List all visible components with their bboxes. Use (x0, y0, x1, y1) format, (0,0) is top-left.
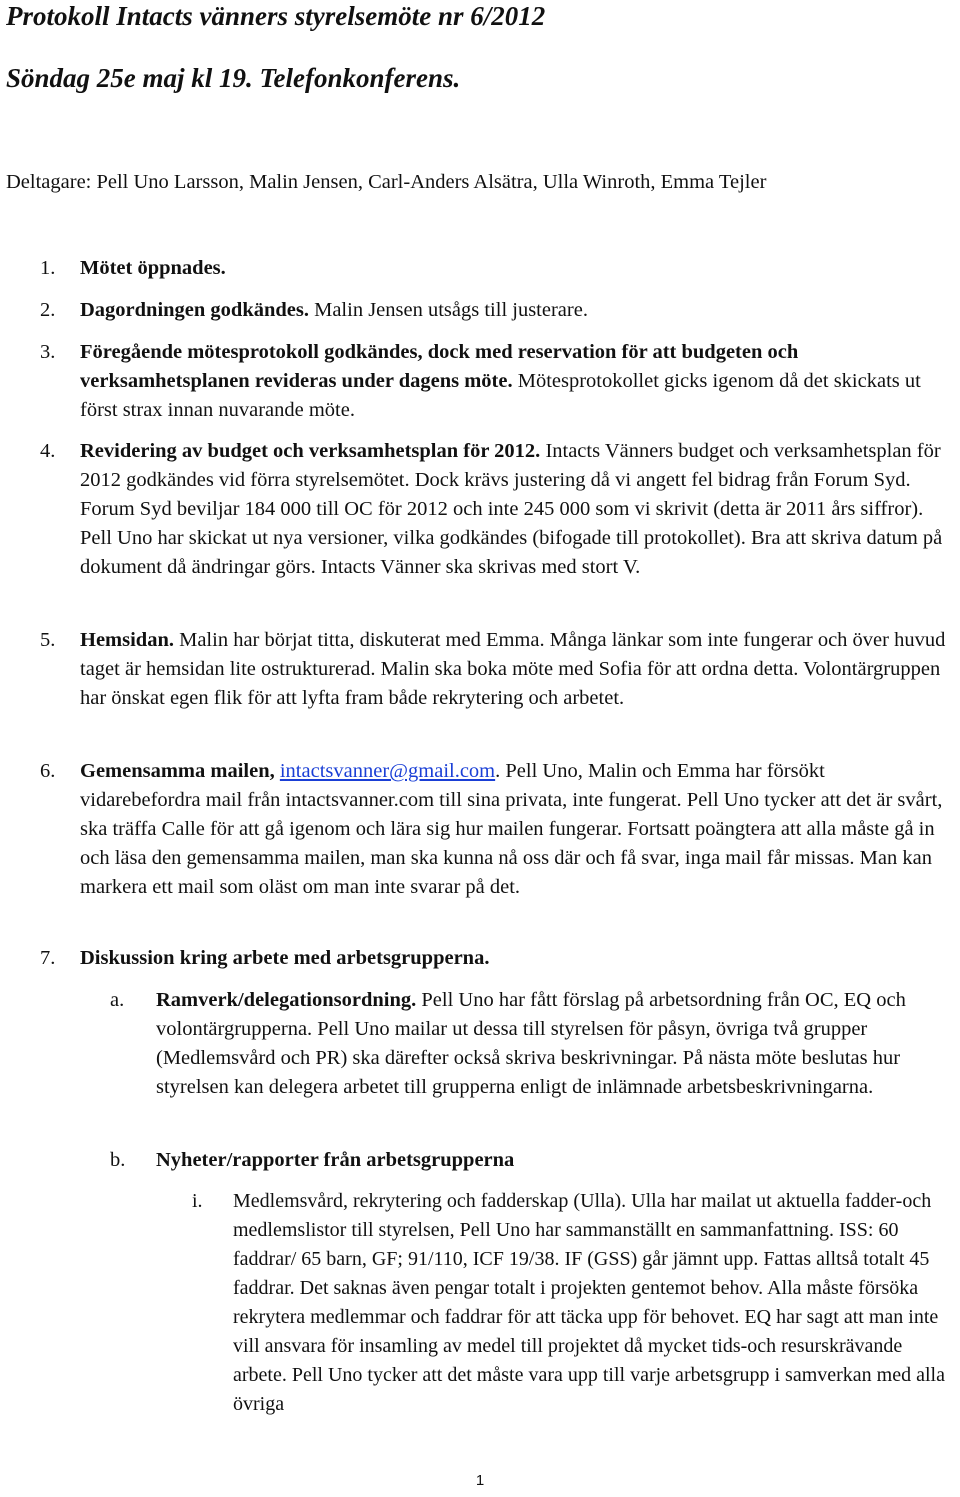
meeting-date: Söndag 25e maj kl 19. Telefonkonferens. (6, 63, 461, 93)
item-heading: Dagordningen godkändes. (80, 299, 309, 321)
item-text: . Pell Uno, Malin och Emma har försökt vidarebefordra mail från intactsvanner.com till sina privata, inte fungerat. Pell Uno tycker att det är svårt, ska träffa Calle för att gå igenom och lära sig hur mailen fungerar. Fortsatt poängtera att alla måste gå in och läsa den gemensamma mailen, man ska kunna nå oss där och få svar, inga mail får missas. Man kan markera ett mail som oläst om man inte svarar på det. (80, 760, 943, 898)
agenda-item-1 (40, 254, 950, 283)
item-number: 4. (40, 440, 56, 462)
item-heading: Diskussion kring arbete med arbetsgrupperna. (80, 947, 490, 969)
item-number: 6. (40, 760, 56, 782)
item-number: 2. (40, 299, 56, 321)
item-number: 3. (40, 341, 56, 363)
item-text: Pell Uno har fått förslag på arbetsordning från OC, EQ och volontärgrupperna. Pell Uno mailar ut dessa till styrelsen för påsyn, övriga två grupper (Medlemsvård och PR) ska därefter också skriva beskrivningar. På nästa möte beslutas hur styrelsen kan delegera arbetet till grupperna enligt de inlämnade arbetsbeskrivningarna. (156, 989, 906, 1098)
item-heading: Mötet öppnades. (80, 257, 226, 279)
participants: Deltagare: Pell Uno Larsson, Malin Jensen, Carl-Anders Alsätra, Ulla Winroth, Emma Tejler (6, 171, 767, 193)
item-heading: Nyheter/rapporter från arbetsgrupperna (156, 1149, 515, 1171)
agenda-item-6 (40, 757, 950, 902)
item-text: Mötesprotokollet gicks igenom då det skickats ut först strax innan nuvarande möte. (80, 370, 921, 421)
page-number: 1 (475, 1472, 485, 1489)
item-heading: Hemsidan. (80, 629, 174, 651)
agenda-item-4 (40, 437, 950, 582)
sub-sub-item-i (192, 1187, 960, 1419)
item-heading: Ramverk/delegationsordning. (156, 989, 417, 1011)
sub-item-a (110, 986, 950, 1102)
item-text: Intacts Vänners budget och verksamhetsplan för 2012 godkändes vid förra styrelsemötet. Dock krävs justering då vi angett fel bidrag från Forum Syd. Forum Syd beviljar 184 000 till OC för 2012 och inte 245 000 som vi skrivit (detta är 2011 års siffror). Pell Uno har skickat ut nya versioner, vilka godkändes (bifogade till protokollet). Bra att skriva datum på dokument då ändringar görs. Intacts Vänner ska skrivas med stort V. (80, 440, 943, 578)
item-text: Medlemsvård, rekrytering och fadderskap (Ulla). Ulla har mailat ut aktuella fadder-och medlemslistor till styrelsen, Pell Uno har sammanställt en sammanfattning. ISS: 60 faddrar/ 65 barn, GF; 91/110, ICF 19/38. IF (GSS) går jämnt upp. Fattas alltså totalt 45 faddrar. Det saknas även pengar totalt i projekten gentemot behov. Alla måste försöka rekrytera medlemmar och faddrar för att täcka upp för behovet. EQ har sagt att man inte vill ansvara för insamling av medel till projektet då mycket tids-och resurskrävande arbete. Pell Uno tycker att det måste vara upp till varje arbetsgrupp i samverkan med alla övriga (233, 1190, 945, 1415)
item-heading: Gemensamma mailen, (80, 760, 280, 782)
item-heading: Revidering av budget och verksamhetsplan för 2012. (80, 440, 541, 462)
sub-item-b (110, 1146, 950, 1175)
item-heading: Föregående mötesprotokoll godkändes, dock med reservation för att budgeten och verksamhetsplanen revideras under dagens möte. (80, 341, 799, 392)
item-number: 7. (40, 947, 56, 969)
item-number: 1. (40, 257, 56, 279)
agenda-item-7 (40, 944, 950, 973)
item-text: Malin har börjat titta, diskuterat med Emma. Många länkar som inte fungerar och över huvud taget är hemsidan lite ostrukturerad. Malin ska boka möte med Sofia för att ordna detta. Volontärgruppen har önskat egen flik för att lyfta fram både rekrytering och arbetet. (80, 629, 946, 709)
email-link[interactable]: intactsvanner@gmail.com (279, 760, 496, 782)
agenda-item-2 (40, 296, 950, 325)
agenda-item-5 (40, 626, 950, 713)
agenda-item-3 (40, 338, 950, 425)
item-number: b. (110, 1149, 126, 1171)
item-number: 5. (40, 629, 56, 651)
item-number: a. (110, 989, 125, 1011)
item-text: Malin Jensen utsågs till justerare. (308, 299, 588, 321)
document-title: Protokoll Intacts vänners styrelsemöte nr 6/2012 (6, 1, 546, 31)
item-number: i. (192, 1190, 203, 1212)
